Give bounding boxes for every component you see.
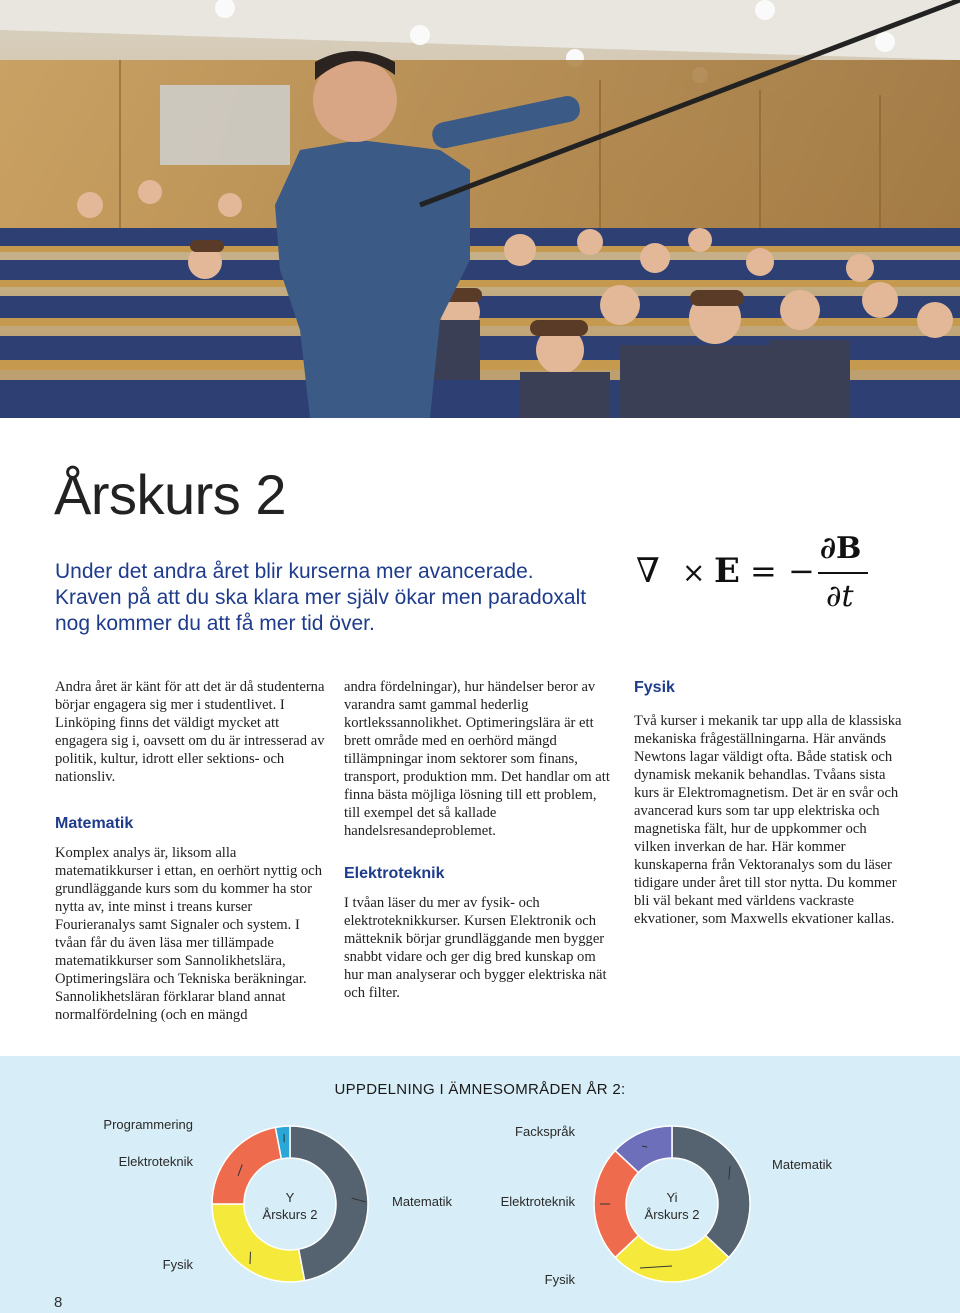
times-symbol: × (682, 556, 706, 589)
donut-charts (0, 1056, 960, 1313)
heading-fysik: Fysik (634, 679, 675, 696)
donut-center-label: Årskurs 2 (644, 1207, 700, 1222)
donut-slice-matematik (672, 1126, 750, 1257)
column-2 (344, 678, 616, 1002)
slice-label: Elektroteknik (500, 1194, 575, 1209)
slice-label: Matematik (772, 1157, 832, 1172)
donut-slice-matematik (290, 1126, 368, 1281)
column-1 (55, 678, 327, 1024)
intro-text: Under det andra året blir kurserna mer avancerade. Kraven på att du ska klara mer själv ökar men paradoxalt nog kommer du att få mer tid över. (55, 560, 587, 635)
slice-label: Matematik (392, 1194, 452, 1209)
donut-center-label: Yi (666, 1190, 678, 1205)
hero-lecture-photo (0, 0, 960, 418)
page-number: 8 (54, 1294, 63, 1311)
column-3 (634, 678, 906, 928)
slice-label: Programmering (103, 1117, 193, 1132)
donut-center-label: Y (285, 1190, 295, 1205)
denominator: ∂t (826, 579, 854, 614)
slice-label: Fysik (162, 1257, 193, 1272)
heading-matematik: Matematik (55, 815, 134, 832)
e-symbol: E (714, 551, 740, 591)
paragraph: I tvåan läser du mer av fysik- och elektroteknikkurser. Kursen Elektronik och mätteknik börjar grundläggande men bygger snabbt vidare och ger dig bred kunskap om hur man analyserar och bygger elektriska nät och filter. (344, 895, 607, 1001)
donut-slice-elektroteknik (212, 1127, 281, 1204)
slice-label: Fysik (544, 1272, 575, 1287)
lecture-hall-photo-icon (0, 0, 960, 418)
slice-label: Elektroteknik (118, 1154, 193, 1169)
paragraph: Andra året är känt för att det är då studenterna börjar engagera sig mer i studentlivet. I Linköping finns det väldigt mycket att engagera sig i, oavsett om du är intresserad av politik, kultur, idrott eller sektions- och nationsliv. (55, 679, 325, 785)
slice-label: Fackspråk (515, 1124, 575, 1139)
donut-slice-fysik (615, 1235, 729, 1282)
numerator: ∂B (820, 531, 862, 566)
minus-symbol: − (788, 552, 815, 590)
donut-center-label: Årskurs 2 (262, 1207, 318, 1222)
chart-title: UPPDELNING I ÄMNESOMRÅDEN ÅR 2: (334, 1081, 626, 1098)
paragraph: andra fördelningar), hur händelser beror av varandra samt gammal hederlig kortlekssannolikhet. Optimeringslära är ett brett område med en oerhörd mängd tillämpningar inom sektorer som finans, transport, produktion mm. Det handlar om att finna bästa möjliga lösning till ett problem, till exempel det så kallade handelsresandeproblemet. (344, 679, 610, 839)
equals-symbol: = (750, 552, 777, 590)
heading-elektroteknik: Elektroteknik (344, 865, 445, 882)
maxwell-equation (636, 522, 868, 614)
page-title: Årskurs 2 (54, 463, 286, 526)
paragraph: Två kurser i mekanik tar upp alla de klassiska mekaniska frågeställningarna. Här används Newtons lagar väldigt ofta. Både statisk och dynamisk mekanik behandlas. Tvåans sista kurs är Elektromagnetism. Det är en svår och avancerad kurs som tar upp elektriska och magnetiska fält, hur de uppkommer och vilken inverkan de har. Här kommer kunskaperna från Vektoranalys som du läser tidigare under året till stor nytta. Du kommer bli väl bekant med världens vackraste ekvationer, som Maxwells ekvationer kallas. (634, 713, 902, 927)
paragraph: Komplex analys är, liksom alla matematikkurser i ettan, en oerhört nyttig och grundläggande kurs som du kommer ha stor nytta av, inte minst i treans kurser Fourieranalys samt Signaler och system. I tvåan får du även läsa mer tillämpade matematikkurser som Sannolikhetslära, Optimeringslära och Tekniska beräkningar. Sannolikhetsläran förklarar bland annat normalfördelning (och en mängd (55, 845, 323, 1023)
nabla-symbol: ∇ (636, 551, 660, 591)
